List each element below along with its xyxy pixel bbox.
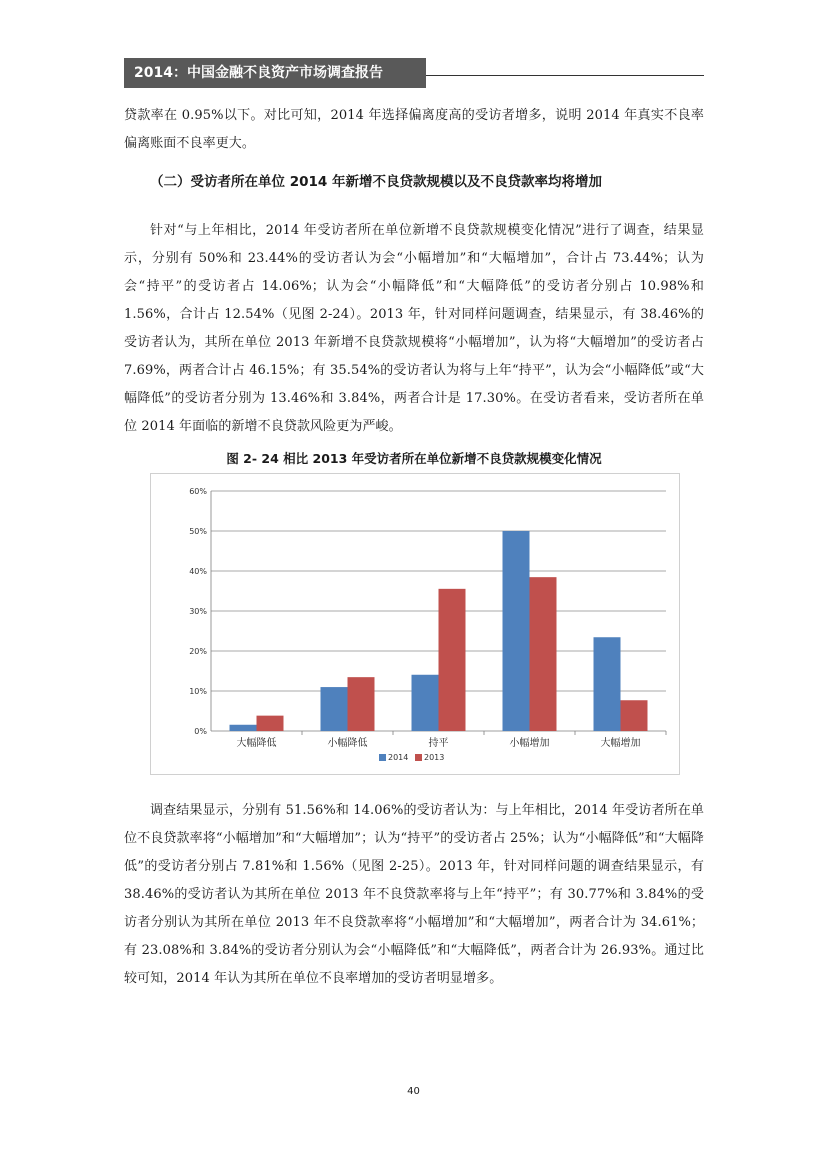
bar-2013	[530, 577, 557, 731]
figure-caption: 图 2- 24 相比 2013 年受访者所在单位新增不良贷款规模变化情况	[226, 451, 602, 466]
x-tick-label: 大幅增加	[600, 738, 641, 749]
legend-swatch-2013	[415, 754, 422, 761]
y-tick-label: 30%	[189, 607, 207, 616]
section-heading: （二）受访者所在单位 2014 年新增不良贷款规模以及不良贷款率均将增加	[150, 174, 602, 190]
paragraph-npl-ratio: 调查结果显示，分别有 51.56%和 14.06%的受访者认为：与上年相比，2014 年受访者所在单位不良贷款率将“小幅增加”和“大幅增加”；认为“持平”的受访者占 25%；认为“小幅降低”和“大幅降低”的受访者分别占 7.81%和 1.56%（见图 2-25）。2013 年，针对同样问题的调查结果显示，有 38.46%的受访者认为其所在单位 2013 年不良贷款率将与上年“持平”；有 30.77%和 3.84%的受访者分别认为其所在单位 2013 年不良贷款率将“小幅增加”和“大幅增加”，两者合计为 34.61%；有 23.08%和 3.84%的受访者分别认为会“小幅降低”和“大幅降低”，两者合计为 26.93%。通过比较可知，2014 年认为其所在单位不良率增加的受访者明显增多。	[124, 803, 704, 986]
bar-2013	[348, 677, 375, 731]
y-tick-label: 60%	[189, 487, 207, 496]
bar-2014	[412, 675, 439, 731]
bar-2014	[503, 531, 530, 731]
bar-2014	[230, 725, 257, 731]
bar-chart	[150, 473, 680, 775]
bar-chart-svg	[151, 474, 679, 774]
x-tick-label: 小幅增加	[509, 738, 550, 749]
bar-2013	[621, 700, 648, 731]
paragraph-new-npl-scale: 针对“与上年相比，2014 年受访者所在单位新增不良贷款规模变化情况”进行了调查，结果显示，分别有 50%和 23.44%的受访者认为会“小幅增加”和“大幅增加”，合计占 73.44%；认为会“持平”的受访者占 14.06%；认为会“小幅降低”和“大幅降低”的受访者分别占 10.98%和 1.56%，合计占 12.54%（见图 2-24）。2013 年，针对同样问题调查，结果显示，有 38.46%的受访者认为，其所在单位 2013 年新增不良贷款规模将“小幅增加”，认为将“大幅增加”的受访者占 7.69%，两者合计占 46.15%；有 35.54%的受访者认为将与上年“持平”，认为会“小幅降低”或“大幅降低”的受访者分别为 13.46%和 3.84%，两者合计是 17.30%。在受访者看来，受访者所在单位 2014 年面临的新增不良贷款风险更为严峻。	[124, 223, 704, 434]
y-tick-label: 20%	[189, 647, 207, 656]
bar-2014	[321, 687, 348, 731]
report-header-title: 2014：中国金融不良资产市场调查报告	[124, 58, 426, 88]
page-number: 40	[407, 1086, 420, 1097]
y-tick-label: 0%	[194, 727, 207, 736]
legend-label-2014: 2014	[388, 753, 409, 762]
legend-swatch-2014	[379, 754, 386, 761]
y-tick-label: 40%	[189, 567, 207, 576]
bar-2013	[257, 716, 284, 731]
y-tick-label: 50%	[189, 527, 207, 536]
x-tick-label: 持平	[428, 738, 449, 749]
paragraph-intro: 贷款率在 0.95%以下。对比可知，2014 年选择偏离度高的受访者增多，说明 2014 年真实不良率偏离账面不良率更大。	[124, 108, 704, 151]
x-tick-label: 小幅降低	[327, 738, 368, 749]
bar-2014	[594, 637, 621, 731]
y-tick-label: 10%	[189, 687, 207, 696]
x-tick-label: 大幅降低	[236, 738, 277, 749]
header-rule	[426, 75, 704, 76]
bar-2013	[439, 589, 466, 731]
legend-label-2013: 2013	[424, 753, 445, 762]
